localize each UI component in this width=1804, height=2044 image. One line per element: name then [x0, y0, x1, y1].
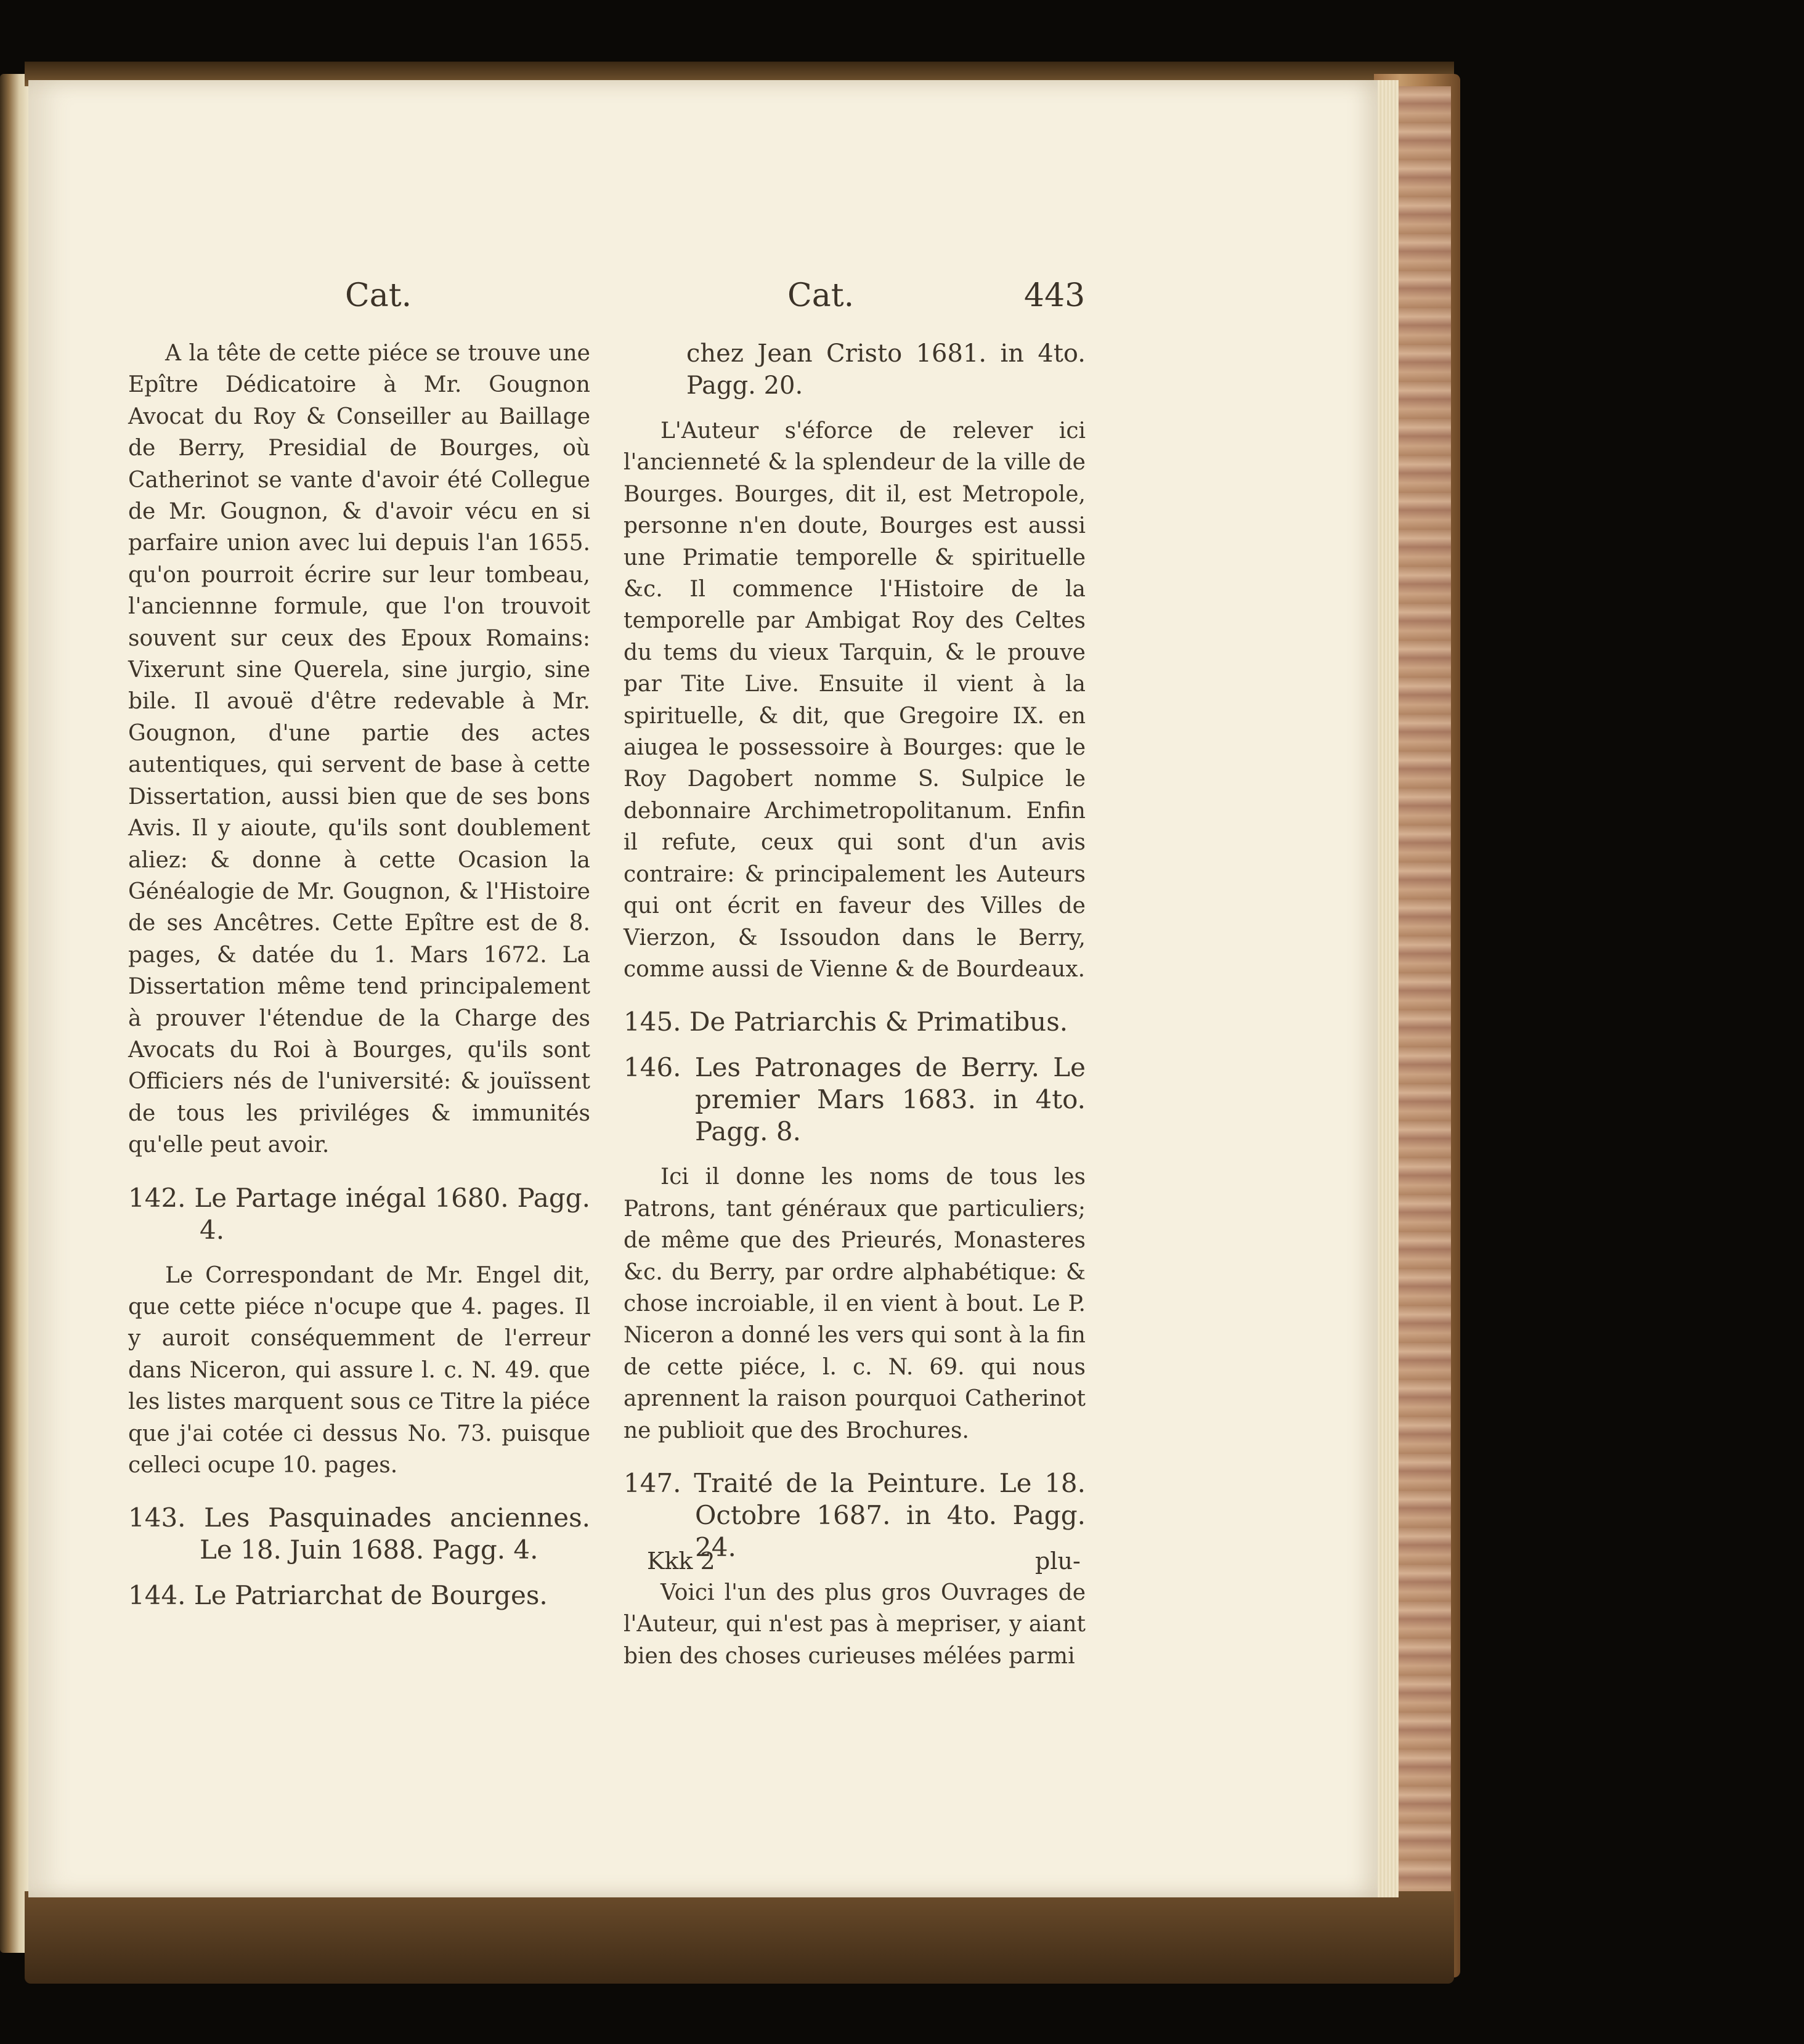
entry-143: 143. Les Pasquinades anciennes. Le 18. Juin 1688. Pagg. 4.: [128, 1503, 590, 1565]
entry-145: 145. De Patriarchis & Primatibus.: [624, 1007, 1068, 1037]
signature-mark: Kkk 2: [647, 1547, 715, 1575]
entry-146: 146. Les Patronages de Berry. Le premier Mars 1683. in 4to. Pagg. 8.: [624, 1052, 1086, 1147]
left-column: [128, 338, 590, 1612]
entry-147: 147. Traité de la Peinture. Le 18. Octobre 1687. in 4to. Pagg. 24.: [624, 1467, 1086, 1562]
page-number: 443: [1024, 277, 1086, 314]
catchword: plu-: [1035, 1547, 1081, 1575]
entry-142: 142. Le Partage inégal 1680. Pagg. 4.: [128, 1182, 590, 1245]
running-head-right: Cat.: [787, 277, 855, 314]
paragraph-144: L'Auteur s'éforce de relever ici l'ancienneté & la splendeur de la ville de Bourges. Bourges, dit il, est Metropole, personne n'en doute, Bourges est aussi une Primatie temporelle & spirituelle &c. Il commence l'Histoire de la temporelle par Ambigat Roy des Celtes du tems du vieux Tarquin, & le prouve par Tite Live. Ensuite il vient à la spirituelle, & dit, que Gregoire IX. en aiugea le possessoire à Bourges: que le Roy Dagobert nomme S. Sulpice le debonnaire Archimetropolitanum. Enfin il refute, ceux qui sont d'un avis contraire: & principalement les Auteurs qui ont écrit en faveur des Villes de Vierzon, & Issoudon dans le Berry, comme aussi de Vienne & de Bourdeaux.: [624, 418, 1086, 982]
running-head-left: Cat.: [345, 277, 412, 314]
cover-board-bottom: [25, 1891, 1454, 1984]
paragraph-146: Ici il donne les noms de tous les Patrons, tant généraux que particuliers; de même que des Prieurés, Monasteres &c. du Berry, par ordre alphabétique: & chose incroiable, il en vient à bout. Le P. Niceron a donné les vers qui sont à la fin de cette piéce, l. c. N. 69. qui nous aprennent la raison pourquoi Catherinot ne publioit que des Brochures.: [624, 1164, 1086, 1443]
paragraph-147: Voici l'un des plus gros Ouvrages de l'Auteur, qui n'est pas à mepriser, y aiant bien des choses curieuses mélées parmi: [624, 1580, 1086, 1669]
right-column: [624, 338, 1086, 1672]
entry-144: 144. Le Patriarchat de Bourges.: [128, 1580, 548, 1611]
left-page-edge: [0, 74, 30, 1953]
marbled-fore-edge: [1399, 86, 1451, 1904]
paragraph-142: Le Correspondant de Mr. Engel dit, que cette piéce n'ocupe que 4. pages. Il y auroit conséquemment de l'erreur dans Niceron, qui assure l. c. N. 49. que les listes marquent sous ce Titre la piéce que j'ai cotée ci dessus No. 73. puisque celleci ocupe 10. pages.: [128, 1262, 590, 1478]
paragraph-dedication: A la tête de cette piéce se trouve une Epître Dédicatoire à Mr. Gougnon Avocat du Roy & Conseiller au Baillage de Berry, Presidial de Bourges, où Catherinot se vante d'avoir été Collegue de Mr. Gougnon, & d'avoir vécu en si parfaire union avec lui depuis l'an 1655. qu'on pourroit écrire sur leur tombeau, l'anciennne formule, que l'on trouvoit souvent sur ceux des Epoux Romains: Vixerunt sine Querela, sine jurgio, sine bile. Il avouë d'être redevable à Mr. Gougnon, d'une partie des actes autentiques, qui servent de base à cette Dissertation, aussi bien que de ses bons Avis. Il y aioute, qu'ils sont doublement aliez: & donne à cette Ocasion la Généalogie de Mr. Gougnon, & l'Histoire de ses Ancêtres. Cette Epître est de 8. pages, & datée du 1. Mars 1672. La Dissertation même tend principalement à prouver l'étendue de la Charge des Avocats du Roi à Bourges, qu'ils sont Officiers nés de l'université: & jouïssent de tous les priviléges & immunités qu'elle peut avoir.: [128, 341, 590, 1158]
entry-144-continuation: chez Jean Cristo 1681. in 4to. Pagg. 20.: [686, 339, 1086, 400]
